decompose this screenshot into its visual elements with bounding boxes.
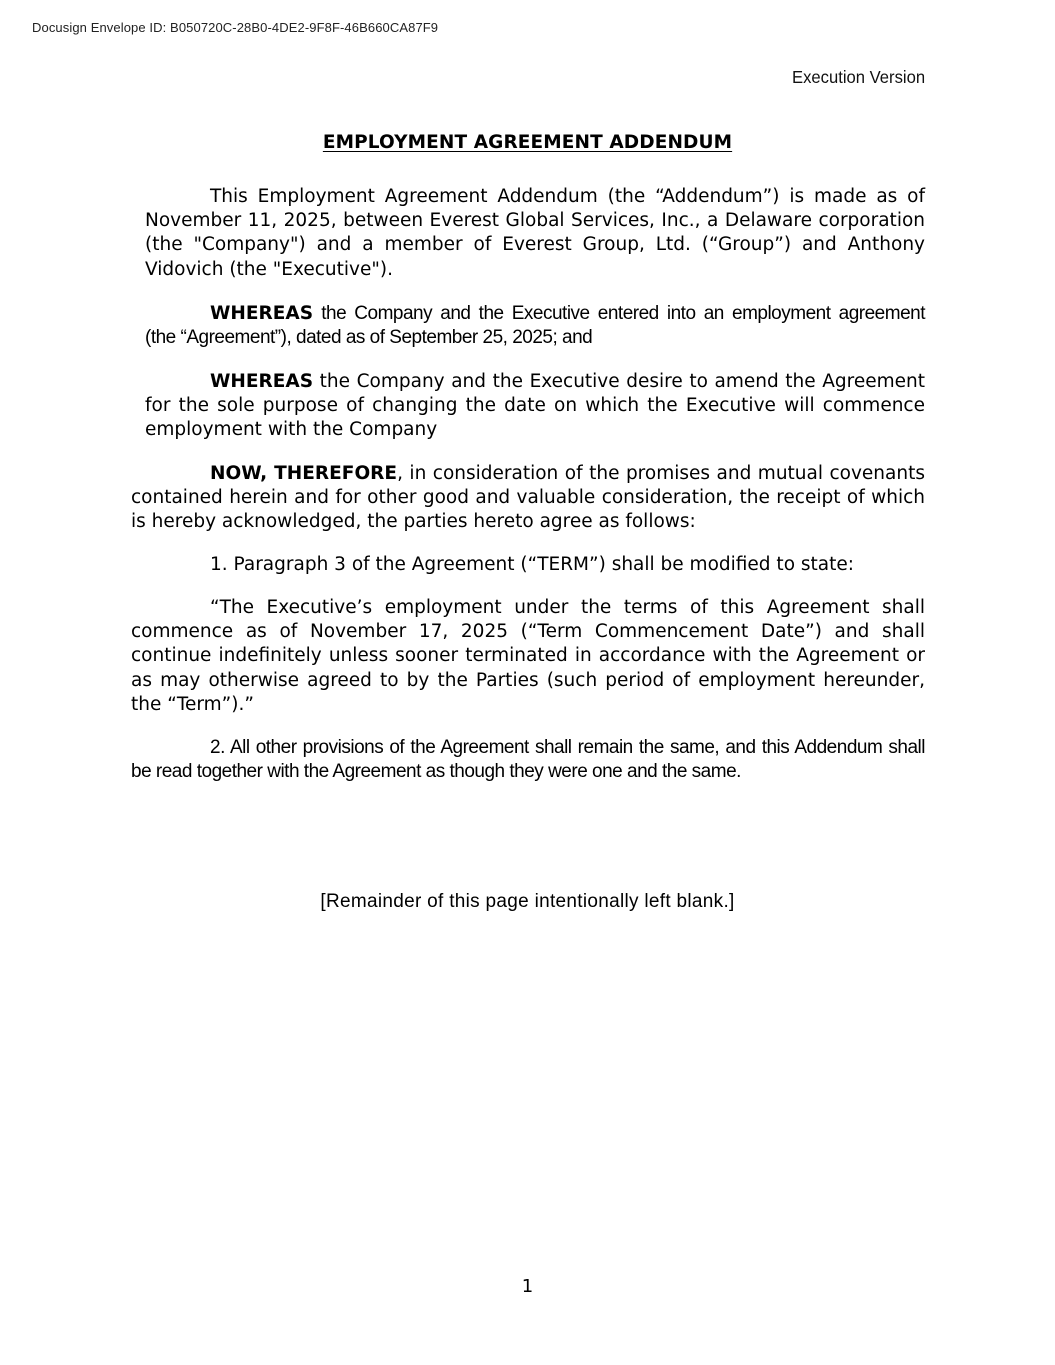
- remainder-blank-note: [Remainder of this page intentionally left blank.]: [320, 891, 735, 912]
- whereas-2-lead: WHEREAS: [210, 371, 314, 392]
- execution-version-label: Execution Version: [791, 67, 925, 87]
- therefore-paragraph: [131, 462, 925, 535]
- therefore-text: , in consideration of the promises and mutual covenants contained herein and for other good and valuable consideration, the receipt of which is hereby acknowledged, the parties hereto agree as follows:: [131, 463, 925, 533]
- quoted-term-text: “The Executive’s employment under the terms of this Agreement shall commence as of November 17, 2025 (“Term Commencement Date”) and shall continue indefinitely unless sooner terminated in accordance with the Agreement or as may otherwise agreed to by the Parties (such period of employment hereunder, the “Term”).”: [131, 597, 925, 715]
- quoted-term-paragraph: [131, 596, 925, 717]
- intro-paragraph: [145, 185, 925, 282]
- whereas-paragraph-2: [145, 370, 925, 443]
- whereas-1-text: the Company and the Executive entered into an employment agreement (the “Agreement”), dated as of September 25, 2025; and: [145, 303, 925, 349]
- page-number: 1: [521, 1276, 534, 1297]
- whereas-1-lead: WHEREAS: [210, 303, 314, 324]
- intro-text: This Employment Agreement Addendum (the “Addendum”) is made as of November 11, 2025, between Everest Global Services, Inc., a Delaware corporation (the "Company") and a member of Everest Group, Ltd. (“Group”) and Anthony Vidovich (the "Executive").: [145, 186, 925, 280]
- whereas-paragraph-1: [145, 302, 925, 350]
- item-1-paragraph: [131, 553, 925, 577]
- docusign-envelope-id: Docusign Envelope ID: B050720C-28B0-4DE2-9F8F-46B660CA87F9: [32, 20, 439, 35]
- item-2-paragraph: [131, 736, 925, 784]
- document-title: EMPLOYMENT AGREEMENT ADDENDUM: [322, 132, 733, 153]
- item-1-text: 1. Paragraph 3 of the Agreement (“TERM”) shall be modified to state:: [210, 554, 854, 575]
- therefore-lead: NOW, THEREFORE: [210, 463, 398, 484]
- whereas-2-text: the Company and the Executive desire to amend the Agreement for the sole purpose of changing the date on which the Executive will commence employment with the Company: [145, 371, 925, 441]
- item-2-text: 2. All other provisions of the Agreement shall remain the same, and this Addendum shall be read together with the Agreement as though they were one and the same.: [131, 737, 925, 783]
